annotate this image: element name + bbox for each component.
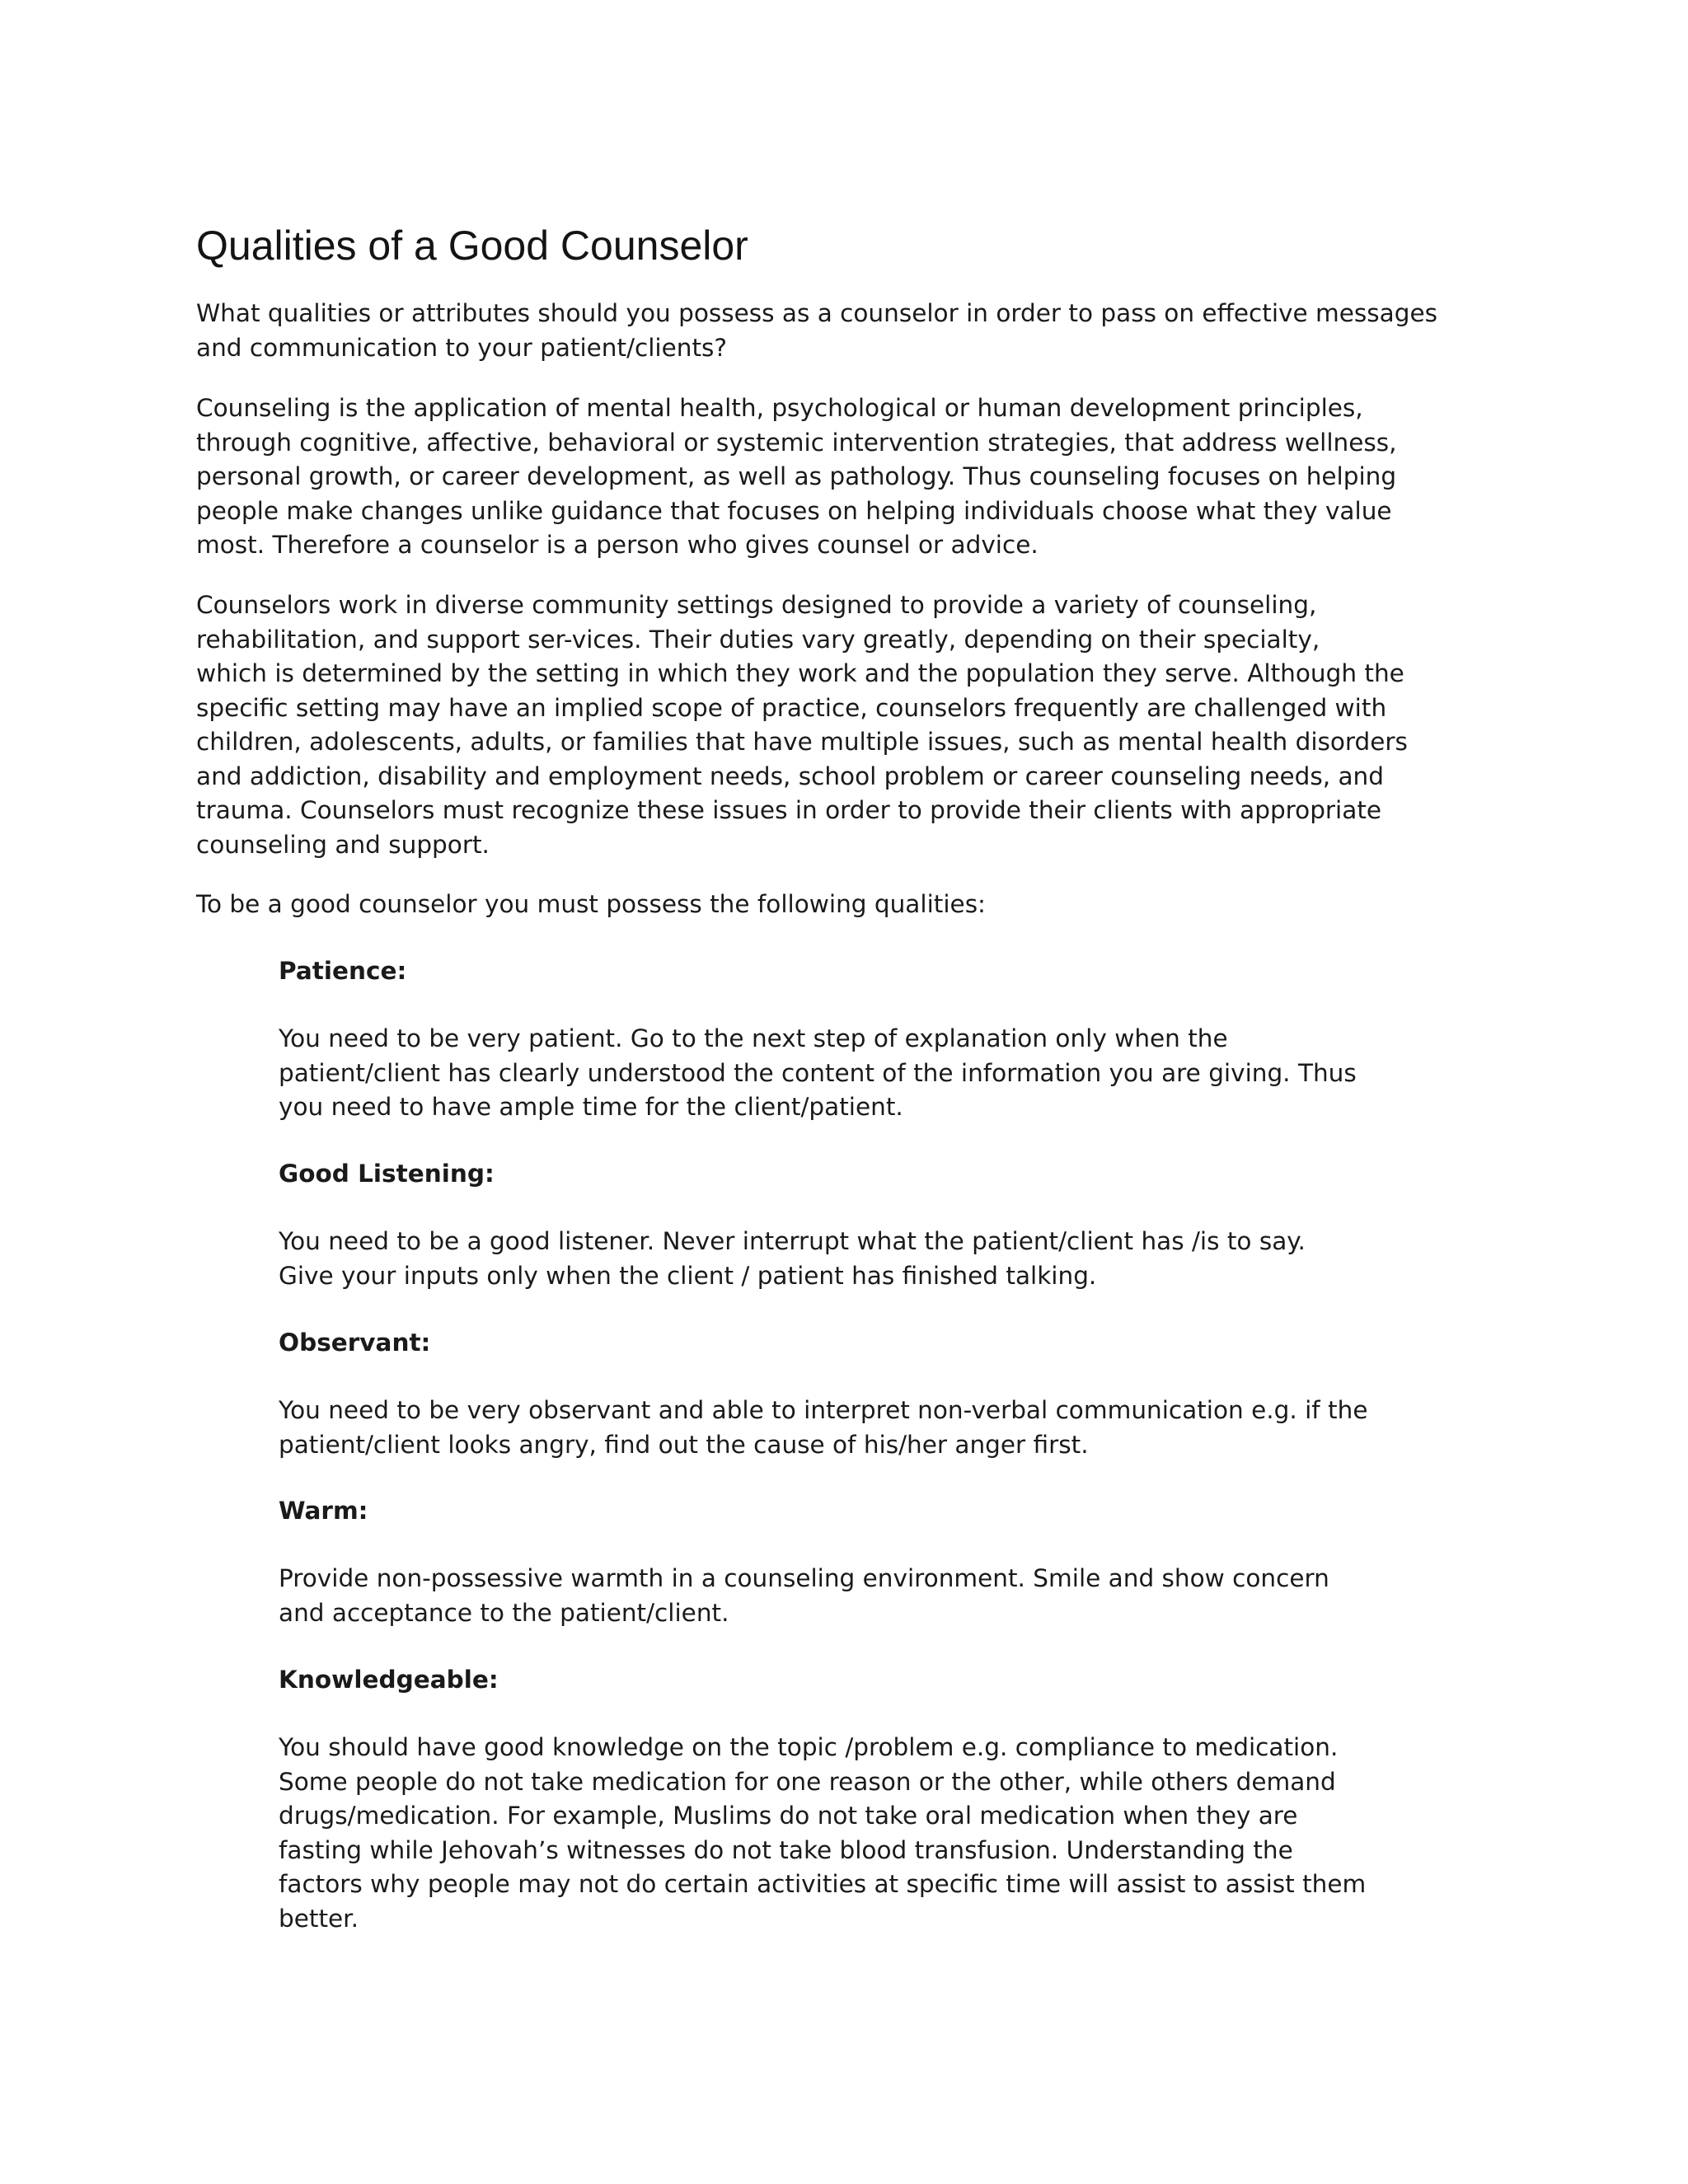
quality-description: You need to be a good listener. Never interrupt what the patient/client has /is to say. Give your inputs only when the client / patient has finished talking. — [279, 1227, 1306, 1290]
quality-heading: Knowledgeable: — [279, 1666, 499, 1694]
quality-description: You need to be very patient. Go to the next step of explanation only when the patient/client has clearly understood the content of the information you are giving. Thus you need to have ample time for the client/patient. — [279, 1024, 1357, 1121]
quality-description: Provide non-possessive warmth in a counseling environment. Smile and show concern and acceptance to the patient/client. — [279, 1564, 1329, 1627]
definition-paragraph: Counseling is the application of mental health, psychological or human development principles, through cognitive, affective, behavioral or systemic intervention strategies, that address wellness, personal growth, or career development, as well as pathology. Thus counseling focuses on helping people make changes unlike guidance that focuses on helping individuals choose what they value most. Therefore a counselor is a person who gives counsel or advice. — [196, 394, 1397, 559]
intro-paragraph: What qualities or attributes should you possess as a counselor in order to pass on effective messages and communication to your patient/clients? — [196, 299, 1437, 362]
quality-heading: Warm: — [279, 1497, 368, 1525]
quality-description: You need to be very observant and able to interpret non-verbal communication e.g. if the patient/client looks angry, find out the cause of his/her anger first. — [279, 1396, 1368, 1459]
qualities-lead-in: To be a good counselor you must possess the following qualities: — [196, 890, 987, 918]
quality-heading: Good Listening: — [279, 1160, 495, 1188]
quality-description: You should have good knowledge on the topic /problem e.g. compliance to medication. Some people do not take medication for one reason or the other, while others demand drugs/medication. For example, Muslims do not take oral medication when they are fasting while Jehovah’s witnesses do not take blood transfusion. Understanding the factors why people may not do certain activities at specific time will assist to assist them better. — [279, 1733, 1367, 1933]
quality-heading: Patience: — [279, 957, 407, 985]
work-settings-paragraph: Counselors work in diverse community settings designed to provide a variety of counseling, rehabilitation, and support ser-vices. Their duties vary greatly, depending on their specialty, which is determined by the setting in which they work and the population they serve. Although the specific setting may have an implied scope of practice, counselors frequently are challenged with children, adolescents, adults, or families that have multiple issues, such as mental health disorders and addiction, disability and employment needs, school problem or career counseling needs, and trauma. Counselors must recognize these issues in order to provide their clients with appropriate counseling and support. — [196, 591, 1408, 859]
page-title: Qualities of a Good Counselor — [196, 223, 748, 269]
quality-heading: Observant: — [279, 1329, 431, 1357]
